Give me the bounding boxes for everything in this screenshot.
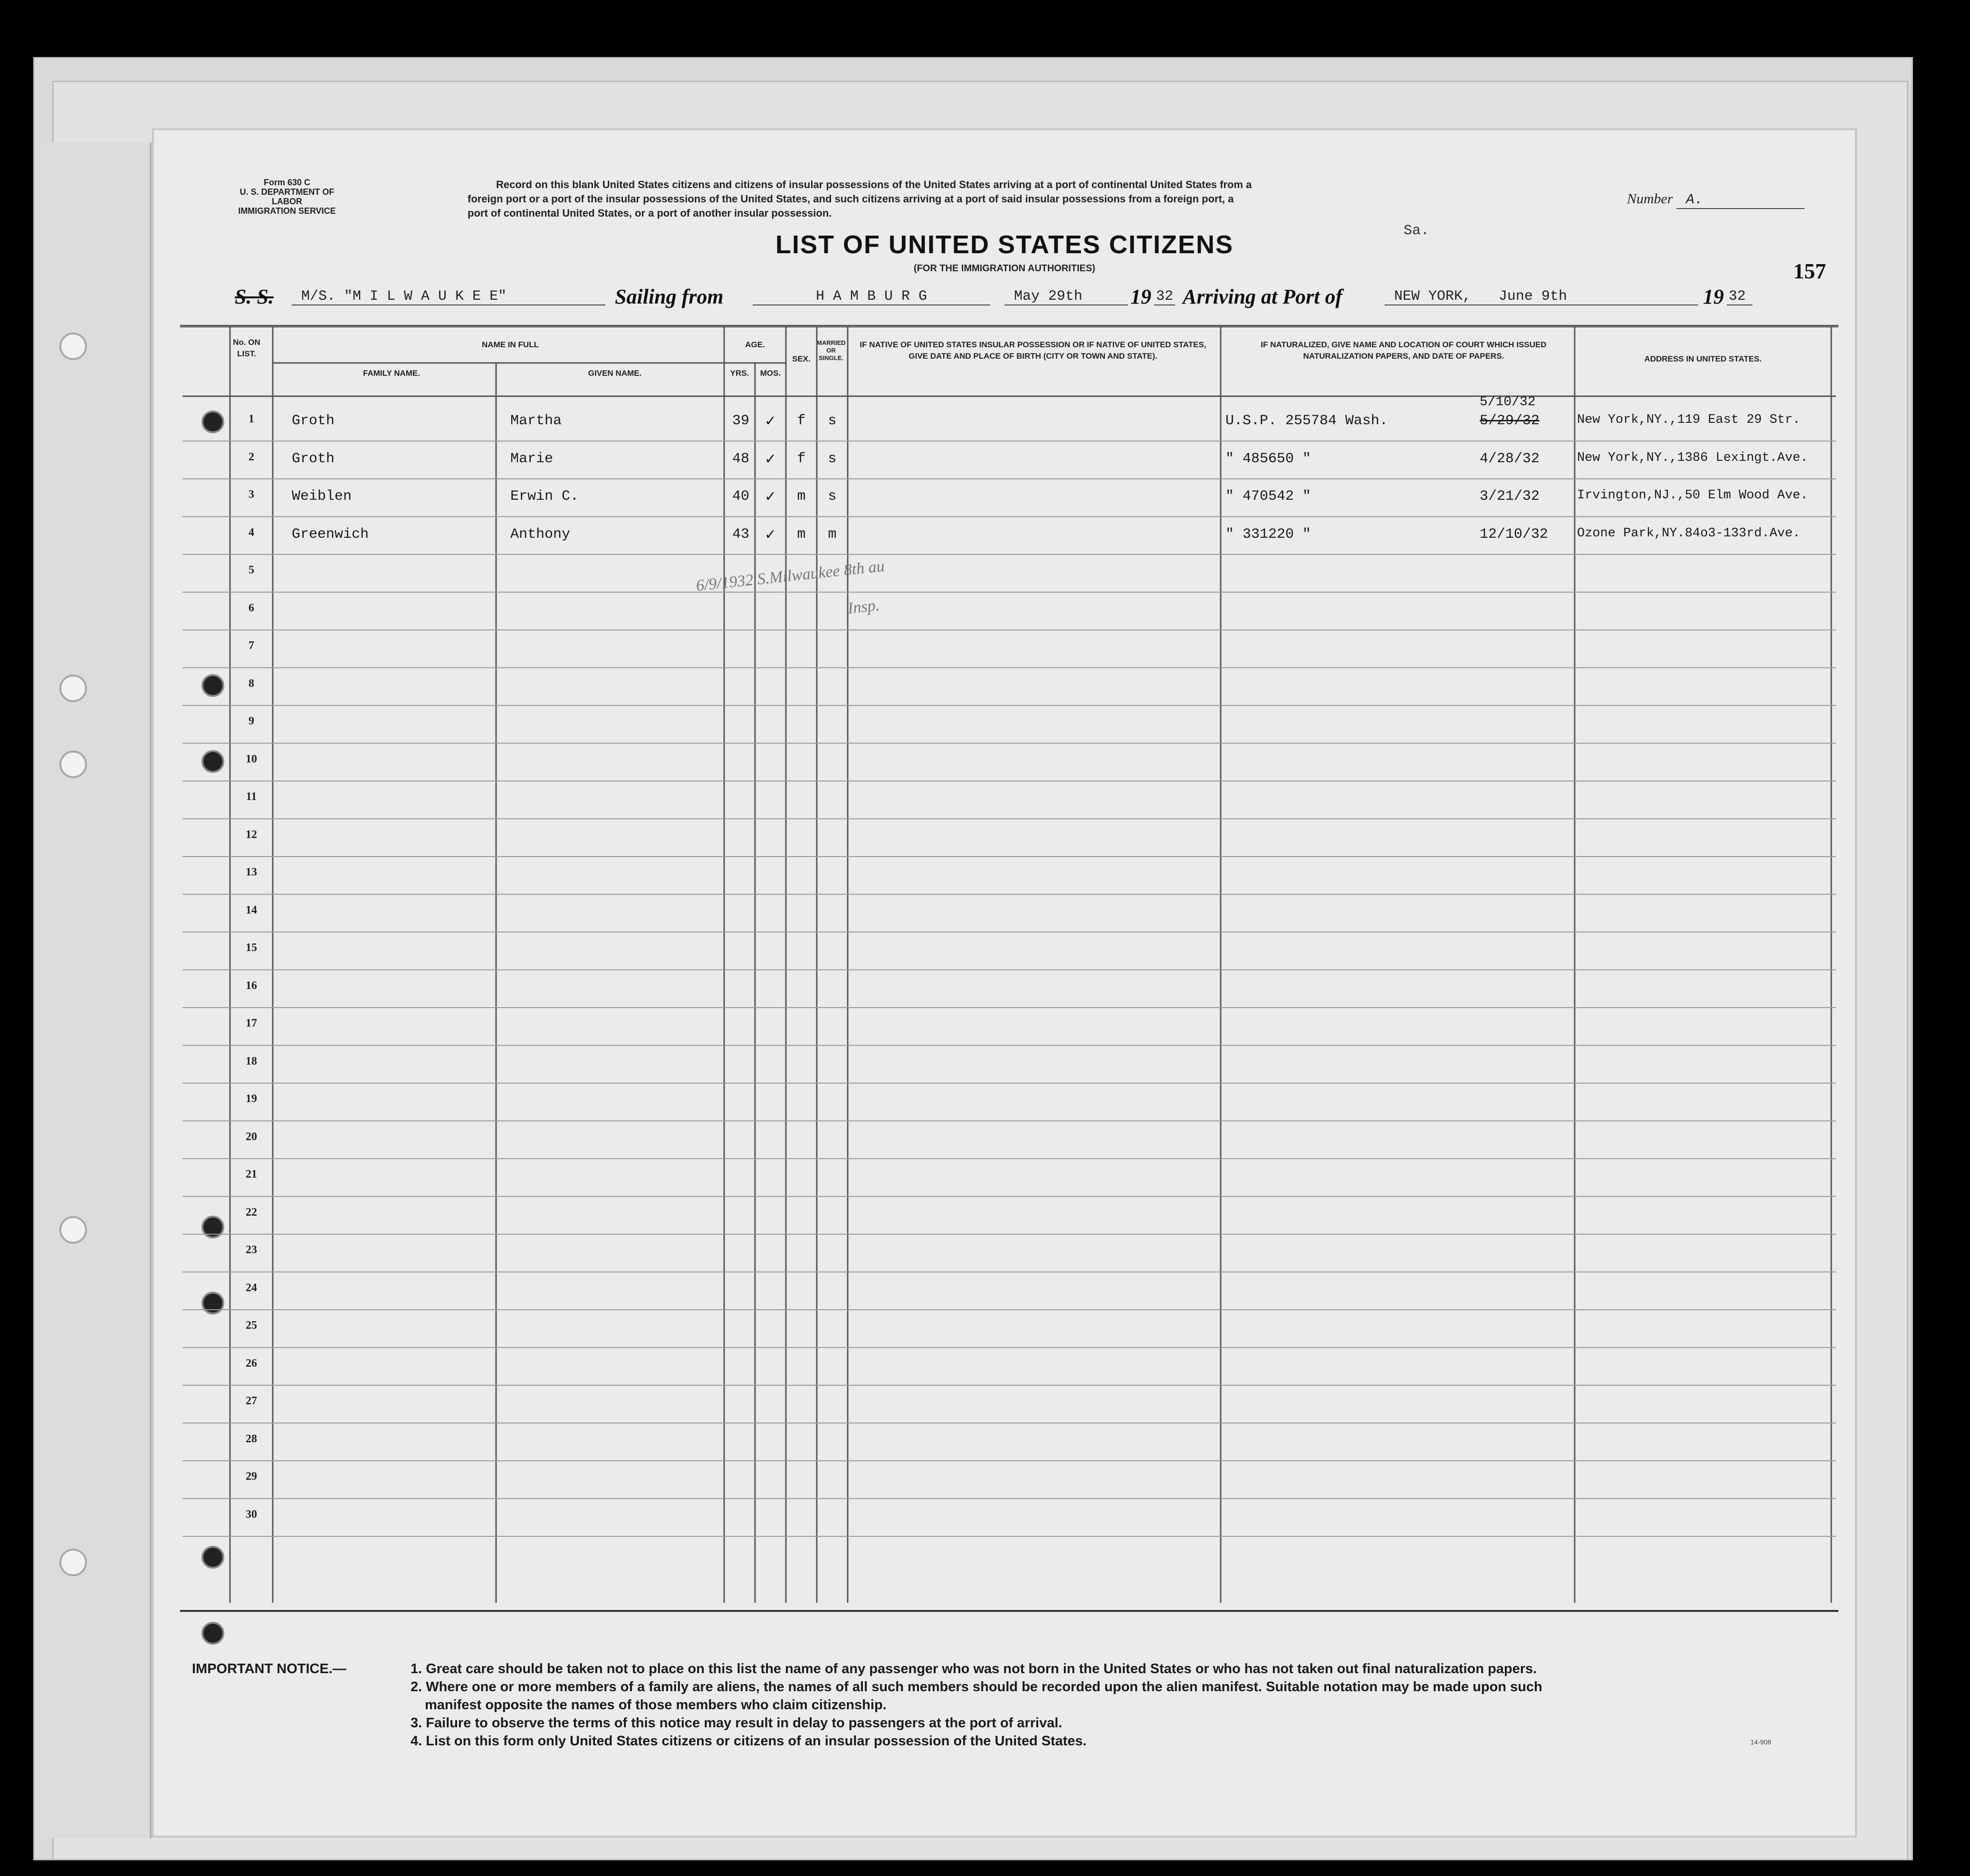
- cell-sex: m: [797, 488, 806, 505]
- cell-ms: s: [828, 413, 837, 429]
- cell-ms: s: [828, 488, 837, 505]
- col-header-age: AGE.: [745, 340, 765, 349]
- ss-label: S. S.: [235, 285, 274, 308]
- cell-no: 6: [249, 601, 254, 614]
- instruction-line: Record on this blank United States citizens and citizens of insular possessions of the United States arriving at a port of continental United States from a: [496, 179, 1252, 190]
- table-grid: [154, 130, 1855, 1836]
- col-header-given: GIVEN NAME.: [588, 369, 642, 378]
- cell-no: 28: [246, 1432, 257, 1445]
- cell-yrs: 39: [732, 413, 749, 429]
- col-header-native: IF NATIVE OF UNITED STATES INSULAR POSSESSION OR IF NATIVE OF UNITED STATES, GIVE DATE AND PLACE OF BIRTH (CITY OR TOWN AND STATE).: [860, 340, 1206, 361]
- col-header-name: NAME IN FULL: [482, 340, 539, 349]
- sail-year: 32: [1154, 288, 1175, 305]
- cell-address: Ozone Park,NY.84o3-133rd.Ave.: [1577, 526, 1800, 541]
- inspection-note: 6/9/1932 S.Milwaukee 8th au: [695, 557, 886, 595]
- col-header-married: MARRIED OR SINGLE.: [817, 339, 846, 362]
- instruction-line: foreign port or a port of the insular possessions of the United States, and such citizens arriving at a port of said insular possessions from a foreign port, a: [468, 193, 1234, 205]
- col-header-naturalized: IF NATURALIZED, GIVE NAME AND LOCATION OF COURT WHICH ISSUED NATURALIZATION PAPERS, AND DATE OF PAPERS.: [1261, 340, 1547, 361]
- cell-no: 23: [246, 1244, 257, 1256]
- cell-address: New York,NY.,1386 Lexingt.Ave.: [1577, 450, 1808, 465]
- inspection-note: Insp.: [847, 596, 880, 618]
- binder-hole: [59, 333, 87, 360]
- cell-mos: ✓: [764, 413, 777, 429]
- cell-date: 12/10/32: [1480, 526, 1549, 543]
- form-code: 14-908: [1750, 1738, 1771, 1746]
- notice-item: 2. Where one or more members of a family are aliens, the names of all such members should be recorded upon the alien manifest. Suitable notation may be made upon such: [411, 1679, 1542, 1695]
- col-header-no: No. ON LIST.: [233, 338, 260, 358]
- arrival-date: June 9th: [1489, 288, 1698, 305]
- arriving-label: Arriving at Port of: [1183, 285, 1343, 308]
- cell-ms: m: [828, 526, 837, 543]
- cell-no: 8: [249, 677, 254, 690]
- year-prefix: 19: [1130, 285, 1151, 308]
- cell-date-correction: 5/10/32: [1480, 395, 1536, 409]
- number-value: A.: [1676, 192, 1805, 209]
- notice-heading: IMPORTANT NOTICE.—: [192, 1661, 346, 1676]
- cell-date: 5/29/32: [1480, 413, 1540, 429]
- cell-given: Erwin C.: [510, 488, 579, 505]
- cell-no: 30: [246, 1508, 257, 1521]
- ship-name: M/S. "M I L W A U K E E": [292, 288, 605, 305]
- cell-no: 14: [246, 904, 257, 916]
- cell-court: " 331220 ": [1225, 526, 1311, 543]
- cell-family: Greenwich: [292, 526, 369, 543]
- from-port: H A M B U R G: [753, 288, 990, 305]
- cell-address: Irvington,NJ.,50 Elm Wood Ave.: [1577, 488, 1808, 503]
- service-name: IMMIGRATION SERVICE: [238, 206, 336, 216]
- cell-mos: ✓: [764, 489, 777, 505]
- binder-hole: [59, 1216, 87, 1244]
- arrival-port: NEW YORK,: [1385, 288, 1489, 305]
- cell-given: Marie: [510, 450, 554, 467]
- cell-family: Groth: [292, 450, 335, 467]
- cell-court: " 470542 ": [1225, 488, 1311, 505]
- cell-no: 24: [246, 1281, 257, 1294]
- page-subtitle: (FOR THE IMMIGRATION AUTHORITIES): [913, 263, 1096, 274]
- cell-yrs: 43: [732, 526, 749, 543]
- sailing-label: Sailing from: [615, 285, 724, 308]
- col-header-address: ADDRESS IN UNITED STATES.: [1644, 354, 1762, 363]
- cell-no: 15: [246, 942, 257, 954]
- manifest-sheet: [152, 128, 1857, 1838]
- cell-no: 1: [249, 413, 254, 425]
- col-header-mos: MOS.: [760, 369, 781, 378]
- sa-mark: Sa.: [1404, 223, 1430, 239]
- cell-no: 3: [249, 488, 254, 501]
- cell-no: 27: [246, 1395, 257, 1407]
- cell-no: 2: [249, 450, 254, 463]
- cell-family: Groth: [292, 413, 335, 429]
- sail-date: May 29th: [1004, 288, 1128, 305]
- binder-hole: [59, 751, 87, 778]
- cell-no: 25: [246, 1319, 257, 1332]
- notice-item: 3. Failure to observe the terms of this notice may result in delay to passengers at the port of arrival.: [411, 1715, 1062, 1731]
- cell-given: Martha: [510, 413, 562, 429]
- cell-no: 4: [249, 526, 254, 539]
- col-header-yrs: YRS.: [730, 369, 749, 378]
- cell-no: 17: [246, 1017, 257, 1029]
- cell-no: 18: [246, 1055, 257, 1067]
- department-name: U. S. DEPARTMENT OF LABOR: [239, 187, 335, 206]
- cell-no: 29: [246, 1470, 257, 1483]
- cell-no: 11: [246, 790, 257, 803]
- col-header-sex: SEX.: [792, 354, 811, 363]
- cell-sex: m: [797, 526, 806, 543]
- cell-no: 10: [246, 752, 257, 765]
- page-number: 157: [1793, 259, 1826, 283]
- cell-ms: s: [828, 450, 837, 467]
- binder-hole: [59, 675, 87, 702]
- form-number: Form 630 C: [263, 178, 311, 187]
- cell-no: 9: [249, 715, 254, 727]
- cell-address: New York,NY.,119 East 29 Str.: [1577, 413, 1800, 427]
- cell-no: 13: [246, 866, 257, 878]
- cell-no: 22: [246, 1206, 257, 1219]
- cell-family: Weiblen: [292, 488, 352, 505]
- cell-yrs: 40: [732, 488, 749, 505]
- cell-no: 20: [246, 1130, 257, 1143]
- cell-no: 21: [246, 1168, 257, 1181]
- binding-edge: [40, 143, 152, 1838]
- notice-item: manifest opposite the names of those members who claim citizenship.: [425, 1697, 887, 1713]
- arrival-year: 32: [1727, 288, 1752, 305]
- cell-court: U.S.P. 255784 Wash.: [1225, 413, 1388, 429]
- col-header-family: FAMILY NAME.: [363, 369, 420, 378]
- cell-no: 12: [246, 828, 257, 841]
- notice-item: 4. List on this form only United States citizens or citizens of an insular possession of the United States.: [411, 1733, 1087, 1749]
- cell-mos: ✓: [764, 451, 777, 467]
- cell-no: 19: [246, 1093, 257, 1105]
- cell-sex: f: [797, 413, 806, 429]
- binder-hole: [59, 1549, 87, 1576]
- cell-date: 3/21/32: [1480, 488, 1540, 505]
- cell-sex: f: [797, 450, 806, 467]
- notice-item: 1. Great care should be taken not to place on this list the name of any passenger who was not born in the United States or who has not taken out final naturalization papers.: [411, 1661, 1537, 1676]
- cell-no: 16: [246, 979, 257, 992]
- cell-yrs: 48: [732, 450, 749, 467]
- number-label: Number: [1627, 191, 1673, 207]
- cell-mos: ✓: [764, 526, 777, 543]
- cell-given: Anthony: [510, 526, 571, 543]
- instruction-line: port of continental United States, or a port of another insular possession.: [468, 207, 832, 219]
- cell-court: " 485650 ": [1225, 450, 1311, 467]
- cell-date: 4/28/32: [1480, 450, 1540, 467]
- year-prefix: 19: [1703, 285, 1724, 308]
- cell-no: 5: [249, 564, 254, 576]
- page-title: LIST OF UNITED STATES CITIZENS: [775, 230, 1234, 259]
- cell-no: 7: [249, 639, 254, 652]
- cell-no: 26: [246, 1357, 257, 1370]
